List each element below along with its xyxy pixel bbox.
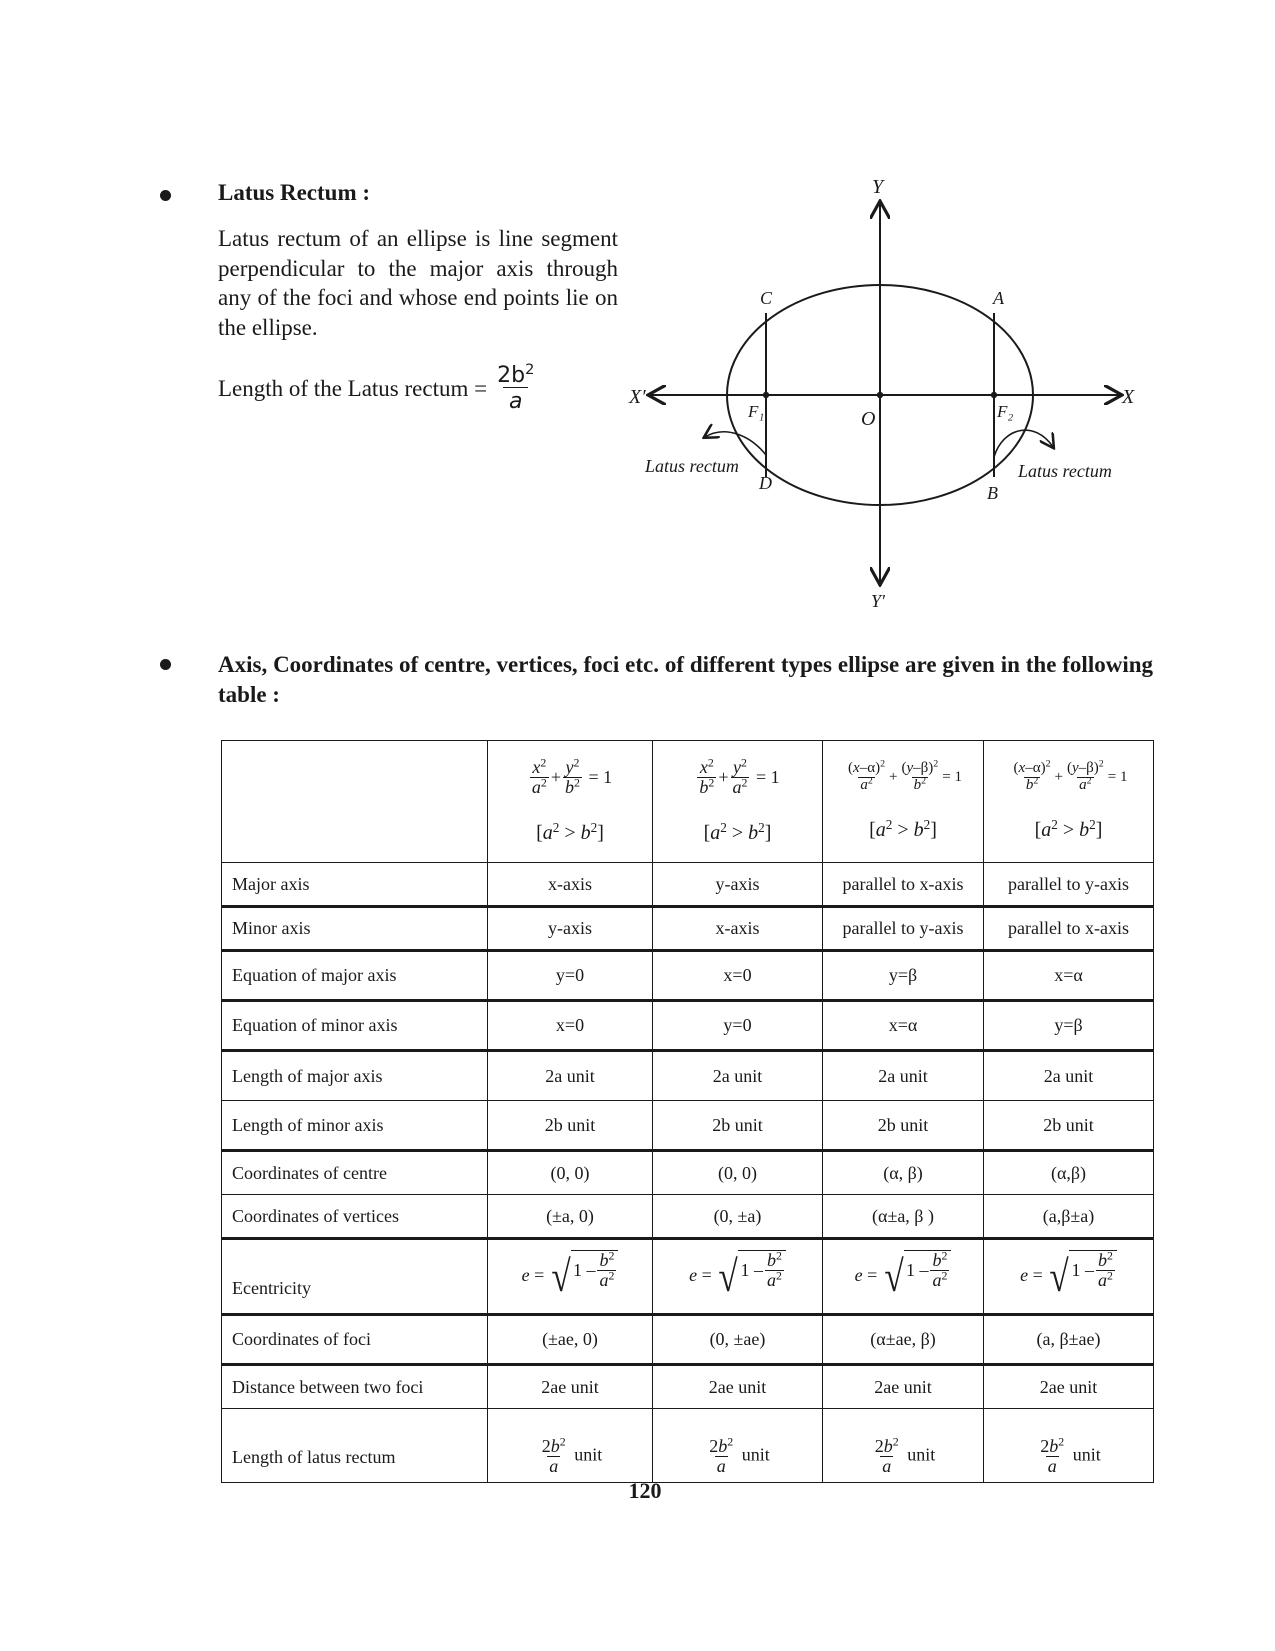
row-len-minor [222,1101,1154,1151]
cell: x-axis [653,907,823,951]
cell: 2b unit [488,1101,653,1151]
bullet-2 [160,659,171,670]
cell: 2ae unit [823,1365,984,1409]
cell: y-axis [653,863,823,907]
ellipse-properties-table [221,740,1154,1483]
header-cond-2: $[a^2 > b^2]$ [703,820,772,845]
row-label: Equation of major axis [222,951,488,1001]
cell: x=0 [488,1001,653,1051]
row-label: Length of latus rectum [222,1409,488,1483]
x-prime-label: X′ [629,386,646,408]
focus2-point [991,392,997,398]
row-eq-minor [222,1001,1154,1051]
row-label: Coordinates of vertices [222,1195,488,1239]
header-eq1: $\frac{x^2}{a^2}$ + $\frac{y^2}{b^2}$ = 1 $[a^2 > b^2]$ [488,741,653,863]
cell: x=0 [653,951,823,1001]
cell: (0, 0) [488,1151,653,1195]
cell: (α,β) [984,1151,1154,1195]
bullet-1 [160,190,171,201]
eccentricity-formula: e = √ 1 – $\frac{b^2}{a^2}$ [823,1239,984,1315]
cell: y=0 [653,1001,823,1051]
cell: parallel to y-axis [823,907,984,951]
latus-left-label: Latus rectum [645,456,739,476]
cell: (α±a, β ) [823,1195,984,1239]
unit: unit [907,1444,936,1465]
row-centre [222,1151,1154,1195]
cell: 2ae unit [653,1365,823,1409]
row-label: Minor axis [222,907,488,951]
cell: parallel to x-axis [984,907,1154,951]
row-eccentricity [222,1239,1154,1315]
cell: y=0 [488,951,653,1001]
origin-label: O [861,408,876,430]
cell: y=β [823,951,984,1001]
cell: x-axis [488,863,653,907]
cell: 2a unit [488,1051,653,1101]
cell: parallel to x-axis [823,863,984,907]
point-d-label: D [759,473,772,493]
point-a-label: A [993,288,1004,308]
focus1-label: F₁ [748,402,765,421]
unit: unit [574,1444,603,1465]
table-heading: Axis, Coordinates of centre, vertices, foci etc. of different types ellipse are given in the following table : [218,652,1153,707]
row-dist-foci [222,1365,1154,1409]
cell: (0, ±a) [653,1195,823,1239]
row-label: Distance between two foci [222,1365,488,1409]
row-minor-axis [222,907,1154,951]
row-label: Coordinates of centre [222,1151,488,1195]
row-label: Coordinates of foci [222,1315,488,1365]
y-label: Y [872,176,884,198]
ellipse-diagram [625,175,1145,615]
cell: y-axis [488,907,653,951]
eccentricity-formula: e = √ 1 – $\frac{b^2}{a^2}$ [488,1239,653,1315]
point-c-label: C [760,288,773,308]
cell: (α±ae, β) [823,1315,984,1365]
cell: y=β [984,1001,1154,1051]
header-cond-4: $[a^2 > b^2]$ [1034,817,1103,842]
unit: unit [1072,1444,1101,1465]
header-cond-1: $[a^2 > b^2]$ [536,820,604,845]
cell: (0, ±ae) [653,1315,823,1365]
row-vertices [222,1195,1154,1239]
latus-right-label: Latus rectum [1018,461,1112,481]
header-eq3: $\frac{(x-\alpha)^2}{a^2}$ + $\frac{(y-\beta)^2}{b^2}$ = 1 $[a^2 > b^2]$ [823,741,984,863]
row-label: Length of minor axis [222,1101,488,1151]
cell: 2a unit [653,1051,823,1101]
row-label: Equation of minor axis [222,1001,488,1051]
cell: 2ae unit [984,1365,1154,1409]
cell: x=α [823,1001,984,1051]
length-num: 2b [497,363,526,388]
unit: unit [741,1444,770,1465]
cell: (a, β±ae) [984,1315,1154,1365]
page-number: 120 [628,1478,662,1503]
cell: (±a, 0) [488,1195,653,1239]
row-eq-major [222,951,1154,1001]
row-foci [222,1315,1154,1365]
length-label: Length of the Latus rectum = [218,375,488,401]
eccentricity-formula: e = √ 1 – $\frac{b^2}{a^2}$ [984,1239,1154,1315]
cell: (0, 0) [653,1151,823,1195]
row-major-axis [222,863,1154,907]
cell: x=α [984,951,1154,1001]
latus-formula: $\frac{2b^2}{a}$ unit [984,1409,1154,1483]
focus1-point [763,392,769,398]
point-b-label: B [987,483,998,503]
length-den: a [503,387,528,413]
row-label: Major axis [222,863,488,907]
cell: 2ae unit [488,1365,653,1409]
origin-point [877,392,883,398]
focus2-label: F₂ [997,402,1014,421]
x-label: X [1122,386,1135,408]
cell: (±ae, 0) [488,1315,653,1365]
latus-rectum-description: Latus rectum of an ellipse is line segment perpendicular to the major axis through any of the foci and whose end points lie on the ellipse. [218,226,618,340]
cell: 2a unit [823,1051,984,1101]
row-label: Length of major axis [222,1051,488,1101]
eccentricity-formula: e = √ 1 – $\frac{b^2}{a^2}$ [653,1239,823,1315]
header-cond-3: $[a^2 > b^2]$ [869,817,937,842]
cell: parallel to y-axis [984,863,1154,907]
latus-formula: $\frac{2b^2}{a}$ unit [488,1409,653,1483]
header-eq4: $\frac{(x-\alpha)^2}{b^2}$ + $\frac{(y-\beta)^2}{a^2}$ = 1 $[a^2 > b^2]$ [984,741,1154,863]
cell: 2b unit [984,1101,1154,1151]
row-label: Ecentricity [222,1239,488,1315]
cell: 2a unit [984,1051,1154,1101]
header-empty [222,741,488,863]
latus-formula: $\frac{2b^2}{a}$ unit [653,1409,823,1483]
latus-formula: $\frac{2b^2}{a}$ unit [823,1409,984,1483]
cell: 2b unit [653,1101,823,1151]
cell: (a,β±a) [984,1195,1154,1239]
row-latus [222,1409,1154,1483]
cell: (α, β) [823,1151,984,1195]
header-eq2: $\frac{x^2}{b^2}$ + $\frac{y^2}{a^2}$ = 1 $[a^2 > b^2]$ [653,741,823,863]
table-header-row [222,741,1154,863]
y-prime-label: Y′ [871,591,885,611]
length-fraction [495,364,536,413]
latus-rectum-length [218,364,538,413]
latus-rectum-heading: Latus Rectum : [218,180,371,205]
cell: 2b unit [823,1101,984,1151]
latus-left-arrow [705,432,766,455]
row-len-major [222,1051,1154,1101]
length-num-exp: 2 [525,362,535,379]
